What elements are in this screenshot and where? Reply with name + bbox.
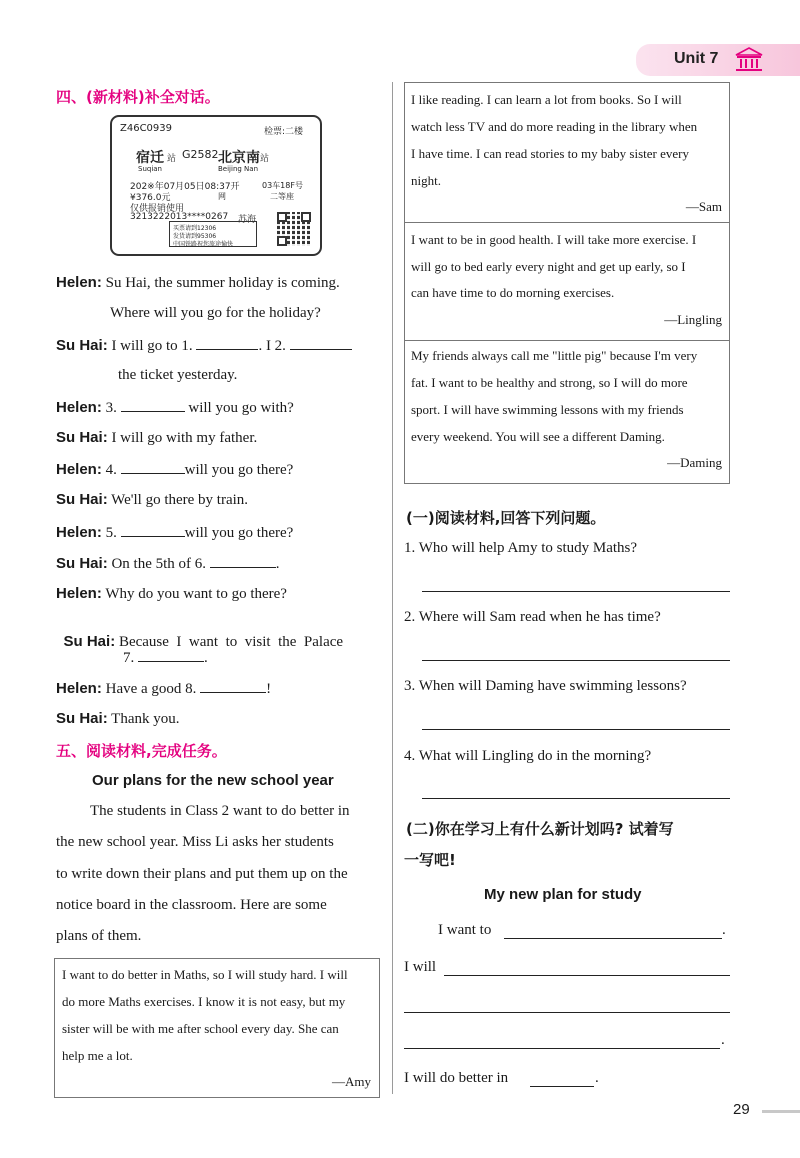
dialogue-line: Helen: 4. will you go there? xyxy=(56,461,294,478)
qr-code-icon xyxy=(277,212,311,246)
plan-title: My new plan for study xyxy=(484,886,642,903)
dialogue-line: Helen: 5. will you go there? xyxy=(56,524,294,541)
page-number: 29 xyxy=(733,1101,750,1118)
part2-heading-cont: 一写吧! xyxy=(404,851,456,869)
period: . xyxy=(595,1070,599,1086)
i-will-line-2[interactable] xyxy=(404,1012,730,1013)
blank-8[interactable] xyxy=(200,679,266,693)
question-1: 1. Who will help Amy to study Maths? xyxy=(404,540,638,556)
dialogue-line: Helen: Su Hai, the summer holiday is coming. xyxy=(56,274,340,291)
dialogue-line: Helen: 3. will you go with? xyxy=(56,399,294,416)
plan-card-daming: My friends always call me "little pig" because I'm very fat. I want to be healthy and strong, so I will do more sport. I will have swimming lessons with my friends every weekend. You will see a different Daming. —Daming xyxy=(411,348,722,470)
answer-line-4[interactable] xyxy=(422,798,730,799)
answer-line-3[interactable] xyxy=(422,729,730,730)
ticket-datetime: 202※年07月05日08:37开 xyxy=(130,182,240,192)
blank-3[interactable] xyxy=(121,398,185,412)
question-4: 4. What will Lingling do in the morning? xyxy=(404,748,652,764)
building-icon xyxy=(734,46,764,74)
question-3: 3. When will Daming have swimming lessons? xyxy=(404,678,687,694)
ticket-from-pinyin: Suqian xyxy=(138,165,162,173)
unit-tab xyxy=(636,44,800,76)
ticket-price: ¥376.0元 xyxy=(130,193,171,203)
intro-line: the new school year. Miss Li asks her students xyxy=(56,834,334,850)
period: . xyxy=(722,922,726,938)
dialogue-line: Su Hai: We'll go there by train. xyxy=(56,491,249,508)
intro-line: to write down their plans and put them up on the xyxy=(56,866,348,882)
intro-line: notice board in the classroom. Here are some xyxy=(56,897,327,913)
dialogue-line: Su Hai: Thank you. xyxy=(56,710,180,727)
ticket-to: 北京南 xyxy=(218,150,260,166)
ticket-from-suffix: 站 xyxy=(167,154,177,164)
answer-line-1[interactable] xyxy=(422,591,730,592)
train-ticket xyxy=(110,115,322,256)
ticket-train: G2582 xyxy=(182,148,219,161)
intro-line: The students in Class 2 want to do better in xyxy=(90,803,350,819)
intro-line: plans of them. xyxy=(56,928,142,944)
i-will-line-1[interactable] xyxy=(444,975,730,976)
better-line[interactable] xyxy=(530,1086,594,1087)
ticket-name: 苏海 xyxy=(238,215,257,225)
blank-7[interactable] xyxy=(138,648,204,662)
ticket-to-suffix: 站 xyxy=(260,154,270,164)
period: . xyxy=(721,1032,725,1048)
dialogue-line: Su Hai: I will go with my father. xyxy=(56,429,258,446)
page-rule xyxy=(762,1110,800,1113)
ticket-wang: 网 xyxy=(218,192,226,201)
signature: —Daming xyxy=(667,455,722,470)
part2-heading: (二)你在学习上有什么新计划吗? 试着写 xyxy=(406,820,674,838)
ticket-to-pinyin: Beijing Nan xyxy=(218,165,259,173)
dialogue-line: Helen: Have a good 8. ! xyxy=(56,680,272,697)
blank-1[interactable] xyxy=(196,336,258,350)
dialogue-line: Su Hai: I will go to 1. . I 2. xyxy=(56,336,352,355)
ticket-seat: 03车18F号 xyxy=(262,181,303,190)
ticket-from: 宿迁 xyxy=(136,150,164,166)
ticket-note: 仅供报销使用 xyxy=(130,204,185,214)
blank-5[interactable] xyxy=(121,523,185,537)
want-to-line[interactable] xyxy=(504,938,722,939)
unit-label: Unit 7 xyxy=(674,50,719,67)
want-to-label: I want to xyxy=(438,922,492,938)
ticket-class: 二等座 xyxy=(270,192,294,201)
blank-4[interactable] xyxy=(121,460,185,474)
ticket-code: Z46C0939 xyxy=(120,123,173,134)
ticket-id: 3213222013****0267 xyxy=(130,212,229,222)
plan-card-lingling: I want to be in good health. I will take more exercise. I will go to bed early every night and get up early, so I can have time to do morning exercises. —Lingling xyxy=(411,232,722,327)
column-divider xyxy=(392,82,393,1094)
ticket-check: 检票:二楼 xyxy=(264,127,304,137)
section5-heading: 五、阅读材料,完成任务。 xyxy=(56,742,227,760)
part1-heading: (一)阅读材料,回答下列问题。 xyxy=(406,509,606,527)
dialogue-line: Where will you go for the holiday? xyxy=(110,305,321,321)
signature: —Lingling xyxy=(664,312,722,327)
answer-line-2[interactable] xyxy=(422,660,730,661)
plan-card-sam: I like reading. I can learn a lot from books. So I will watch less TV and do more reading in the library when I have time. I can read stories to my baby sister every night. —Sam xyxy=(411,92,722,214)
dialogue-line: Helen: Why do you want to go there? xyxy=(56,585,287,602)
dialogue-line: Su Hai: On the 5th of 6. . xyxy=(56,555,280,572)
plan-card-amy: I want to do better in Maths, so I will study hard. I will do more Maths exercises. I know it is not easy, but my sister will be with me after school every day. She can help me a lot. —Amy xyxy=(54,958,380,1098)
passage-title: Our plans for the new school year xyxy=(92,772,334,789)
i-will-label: I will xyxy=(404,959,437,975)
question-2: 2. Where will Sam read when he has time? xyxy=(404,609,661,625)
better-label: I will do better in xyxy=(404,1070,509,1086)
blank-2[interactable] xyxy=(290,336,352,350)
i-will-line-3[interactable] xyxy=(404,1048,720,1049)
signature: —Sam xyxy=(685,199,722,214)
dialogue-line: Su Hai: Because I want to visit the Palace xyxy=(63,633,344,650)
dialogue-line: 7. . xyxy=(123,650,208,666)
dialogue-line: the ticket yesterday. xyxy=(118,367,238,383)
blank-6[interactable] xyxy=(210,554,276,568)
ticket-info-box: 买票请到12306 发货请到95306 中国铁路祝您旅途愉快 xyxy=(169,221,257,247)
signature: —Amy xyxy=(332,1074,371,1089)
section4-heading: 四、(新材料)补全对话。 xyxy=(56,88,220,106)
